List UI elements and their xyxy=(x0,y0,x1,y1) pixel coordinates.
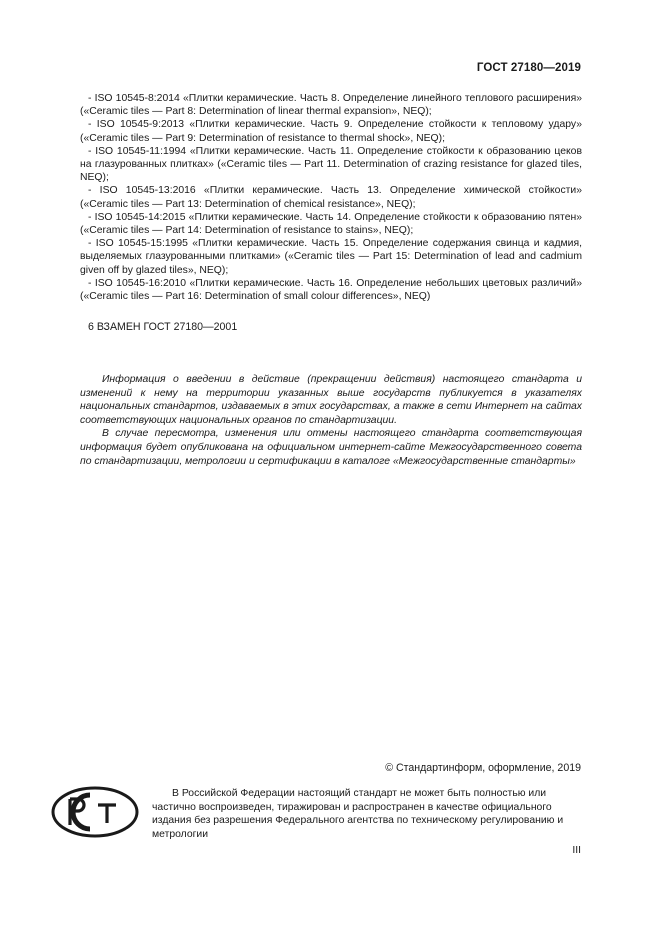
replaces-statement: 6 ВЗАМЕН ГОСТ 27180—2001 xyxy=(88,321,238,333)
info-paragraph-introduction: Информация о введении в действие (прекращении действия) настоящего стандарта и изменений к нему на территории указанных выше государств публикуется в указателях национальных стандартов, издаваемых в этих государствах, а также в сети Интернет на сайтах соответствующих национальных органов по стандартизации. xyxy=(80,374,582,426)
references-list xyxy=(80,92,582,303)
standard-header: ГОСТ 27180—2019 xyxy=(476,62,581,74)
copyright-line: © Стандартинформ, оформление, 2019 xyxy=(385,762,581,774)
reference-item-iso-10545-13: - ISO 10545-13:2016 «Плитки керамические. Часть 13. Определение химической стойкости» («Ceramic tiles — Part 13: Determination of chemical resistance», NEQ); xyxy=(80,185,582,210)
reference-item-iso-10545-16: - ISO 10545-16:2010 «Плитки керамические. Часть 16. Определение небольших цветовых различий» («Ceramic tiles — Part 16: Determination of small colour differences», NEQ) xyxy=(80,277,582,303)
reference-item-iso-10545-15: - ISO 10545-15:1995 «Плитки керамические. Часть 15. Определение содержания свинца и кадмия, выделяемых глазурованными плитками» («Ceramic tiles — Part 15: Determination of lead and cadmium given off by glazed tiles», NEQ); xyxy=(80,238,582,276)
reference-item-iso-10545-8: - ISO 10545-8:2014 «Плитки керамические. Часть 8. Определение линейного теплового расширения» («Ceramic tiles — Part 8: Determination of linear thermal expansion», NEQ); xyxy=(80,93,582,118)
copyright-notice: В Российской Федерации настоящий стандарт не может быть полностью или частично воспроизведен, тиражирован и распространен в качестве официального издания без разрешения Федерального агентства по техническому регулированию и метрологии xyxy=(152,788,564,840)
reference-item-iso-10545-14: - ISO 10545-14:2015 «Плитки керамические. Часть 14. Определение стойкости к образованию пятен» («Ceramic tiles — Part 14: Determination of resistance to stains», NEQ); xyxy=(80,211,582,237)
rst-logo-icon xyxy=(50,785,140,839)
info-block xyxy=(80,373,582,468)
reference-item-iso-10545-9: - ISO 10545-9:2013 «Плитки керамические. Часть 9. Определение стойкости к тепловому удару» («Ceramic tiles — Part 9: Determination of resistance to thermal shock», NEQ); xyxy=(80,119,582,144)
page-number: III xyxy=(572,845,581,856)
info-paragraph-revision: В случае пересмотра, изменения или отмены настоящего стандарта соответствующая информация будет опубликована на официальном интернет-сайте Межгосударственного совета по стандартизации, метрологии и сертификации в каталоге «Межгосударственные стандарты» xyxy=(80,428,582,467)
reference-item-iso-10545-11: - ISO 10545-11:1994 «Плитки керамические. Часть 11. Определение стойкости к образованию цеков на глазурованных плитках» («Ceramic tiles — Part 11. Determination of crazing resistance for glazed tiles, NEQ); xyxy=(80,145,582,184)
